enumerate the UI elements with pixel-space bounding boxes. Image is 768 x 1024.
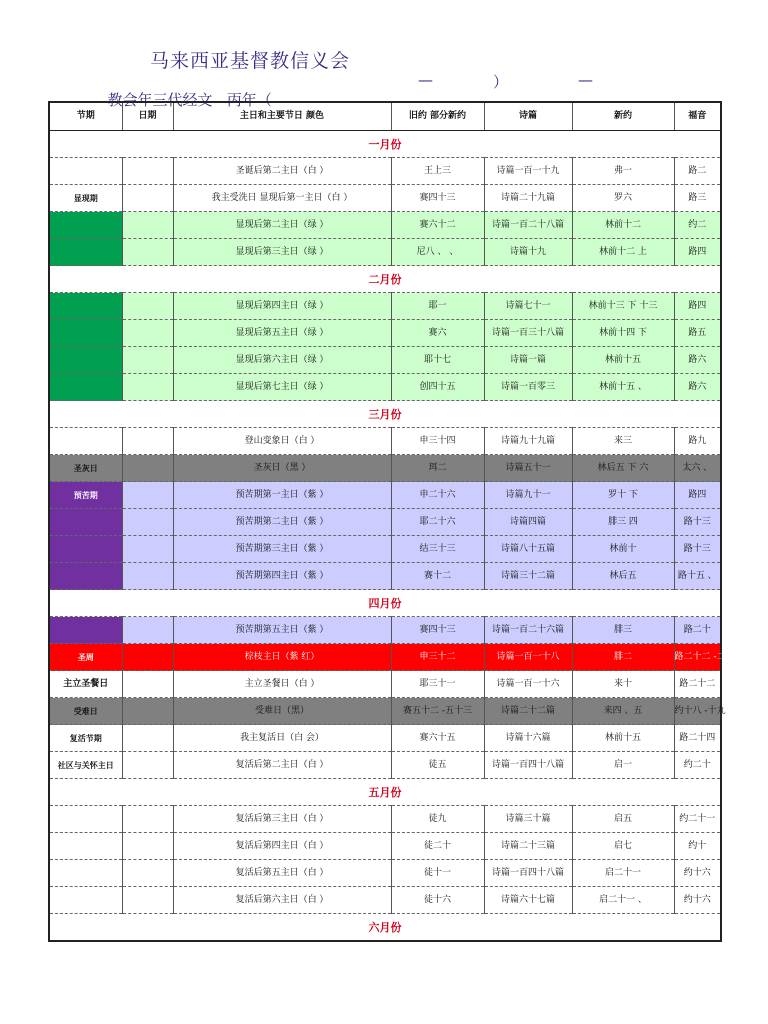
table-row bbox=[49, 806, 721, 833]
new-testament-cell: 启二十一 、 bbox=[572, 887, 674, 914]
old-testament-cell: 结三十三 bbox=[391, 536, 484, 563]
sunday-cell: 圣诞后第二主日（白 ） bbox=[173, 158, 391, 185]
old-testament-cell: 创四十五 bbox=[391, 374, 484, 401]
gospel-cell: 路四 bbox=[674, 482, 721, 509]
gospel-cell: 路五 bbox=[674, 320, 721, 347]
festival-cell bbox=[49, 887, 122, 914]
new-testament-cell: 来十 bbox=[572, 671, 674, 698]
table-row bbox=[49, 563, 721, 590]
festival-cell: 圣周 bbox=[49, 644, 122, 671]
new-testament-cell: 林前十 bbox=[572, 536, 674, 563]
table-row bbox=[49, 482, 721, 509]
date-cell bbox=[122, 482, 173, 509]
sunday-cell: 主立圣餐日（白 ） bbox=[173, 671, 391, 698]
new-testament-cell: 林前十五 、 bbox=[572, 374, 674, 401]
festival-cell bbox=[49, 509, 122, 536]
festival-cell bbox=[49, 833, 122, 860]
old-testament-cell: 耶十七 bbox=[391, 347, 484, 374]
date-cell bbox=[122, 887, 173, 914]
new-testament-cell: 启七 bbox=[572, 833, 674, 860]
festival-cell bbox=[49, 428, 122, 455]
table-row bbox=[49, 320, 721, 347]
gospel-cell: 路四 bbox=[674, 293, 721, 320]
sunday-cell: 登山变象日（白 ） bbox=[173, 428, 391, 455]
old-testament-cell: 徒五 bbox=[391, 752, 484, 779]
sunday-cell: 我主受洗日 显现后第一主日（白 ） bbox=[173, 185, 391, 212]
sunday-cell: 棕枝主日（紫 红） bbox=[173, 644, 391, 671]
festival-cell: 显现期 bbox=[49, 185, 122, 212]
festival-cell bbox=[49, 347, 122, 374]
subtitle-dash-2: — bbox=[578, 71, 593, 89]
table-row bbox=[49, 644, 721, 671]
gospel-cell: 路十三 bbox=[674, 509, 721, 536]
gospel-cell: 路二十二 bbox=[674, 671, 721, 698]
date-cell bbox=[122, 833, 173, 860]
psalm-cell: 诗篇一篇 bbox=[484, 347, 572, 374]
sunday-cell: 预苦期第一主日（紫 ） bbox=[173, 482, 391, 509]
new-testament-cell: 林前十二 bbox=[572, 212, 674, 239]
sunday-cell: 复活后第五主日（白 ） bbox=[173, 860, 391, 887]
psalm-cell: 诗篇一百一十九 bbox=[484, 158, 572, 185]
old-testament-cell: 王上三 bbox=[391, 158, 484, 185]
psalm-cell: 诗篇九十九篇 bbox=[484, 428, 572, 455]
gospel-cell: 路二十四 bbox=[674, 725, 721, 752]
table-header-row bbox=[49, 102, 721, 131]
lectionary-table bbox=[48, 101, 744, 942]
sunday-cell: 显现后第三主日（绿 ） bbox=[173, 239, 391, 266]
sunday-cell: 显现后第六主日（绿 ） bbox=[173, 347, 391, 374]
sunday-cell: 显现后第七主日（绿 ） bbox=[173, 374, 391, 401]
new-testament-cell: 林后五 bbox=[572, 563, 674, 590]
table-row bbox=[49, 536, 721, 563]
old-testament-cell: 赛六 bbox=[391, 320, 484, 347]
gospel-cell: 路二十二 -二十三 bbox=[674, 644, 721, 671]
month-header-row bbox=[49, 266, 721, 293]
gospel-cell: 约十八 -十九 bbox=[674, 698, 721, 725]
gospel-cell: 约十 bbox=[674, 833, 721, 860]
date-cell bbox=[122, 185, 173, 212]
psalm-cell: 诗篇二十二篇 bbox=[484, 698, 572, 725]
new-testament-cell: 罗六 bbox=[572, 185, 674, 212]
gospel-cell: 约十六 bbox=[674, 860, 721, 887]
new-testament-cell: 腓三 bbox=[572, 617, 674, 644]
date-cell bbox=[122, 509, 173, 536]
psalm-cell: 诗篇一百二十六篇 bbox=[484, 617, 572, 644]
psalm-cell: 诗篇一百二十八篇 bbox=[484, 212, 572, 239]
date-cell bbox=[122, 725, 173, 752]
sunday-cell: 我主复活日（白 会） bbox=[173, 725, 391, 752]
document-title: 马来西亚基督教信义会 bbox=[150, 50, 351, 72]
old-testament-cell: 徒九 bbox=[391, 806, 484, 833]
old-testament-cell: 申二十六 bbox=[391, 482, 484, 509]
table-row bbox=[49, 185, 721, 212]
psalm-cell: 诗篇七十一 bbox=[484, 293, 572, 320]
gospel-cell: 太六 、 bbox=[674, 455, 721, 482]
header-gospel: 福音 bbox=[674, 102, 721, 131]
table-row bbox=[49, 428, 721, 455]
old-testament-cell: 赛十二 bbox=[391, 563, 484, 590]
festival-cell bbox=[49, 536, 122, 563]
sunday-cell: 受难日（黑） bbox=[173, 698, 391, 725]
gospel-cell: 约二十 bbox=[674, 752, 721, 779]
month-label: 五月份 bbox=[49, 779, 721, 806]
table-row bbox=[49, 239, 721, 266]
month-label: 二月份 bbox=[49, 266, 721, 293]
psalm-cell: 诗篇三十篇 bbox=[484, 806, 572, 833]
new-testament-cell: 腓三 四 bbox=[572, 509, 674, 536]
date-cell bbox=[122, 860, 173, 887]
table-row bbox=[49, 212, 721, 239]
month-header-row bbox=[49, 779, 721, 806]
date-cell bbox=[122, 752, 173, 779]
subtitle-text: 教会年三代经文 丙年（ bbox=[107, 91, 272, 109]
sunday-cell: 复活后第三主日（白 ） bbox=[173, 806, 391, 833]
old-testament-cell: 徒十一 bbox=[391, 860, 484, 887]
date-cell bbox=[122, 644, 173, 671]
header-new-testament: 新约 bbox=[572, 102, 674, 131]
gospel-cell: 路九 bbox=[674, 428, 721, 455]
gospel-cell: 路四 bbox=[674, 239, 721, 266]
festival-cell bbox=[49, 212, 122, 239]
festival-cell: 复活节期 bbox=[49, 725, 122, 752]
old-testament-cell: 赛六十二 bbox=[391, 212, 484, 239]
gospel-cell: 约十六 bbox=[674, 887, 721, 914]
gospel-cell: 路三 bbox=[674, 185, 721, 212]
old-testament-cell: 赛四十三 bbox=[391, 617, 484, 644]
month-header-row bbox=[49, 401, 721, 428]
sunday-cell: 显现后第二主日（绿 ） bbox=[173, 212, 391, 239]
gospel-cell: 路二 bbox=[674, 158, 721, 185]
psalm-cell: 诗篇十九 bbox=[484, 239, 572, 266]
new-testament-cell: 林后五 下 六 bbox=[572, 455, 674, 482]
festival-cell bbox=[49, 617, 122, 644]
old-testament-cell: 耶一 bbox=[391, 293, 484, 320]
table-row bbox=[49, 293, 721, 320]
festival-cell bbox=[49, 374, 122, 401]
table-row bbox=[49, 725, 721, 752]
gospel-cell: 路六 bbox=[674, 374, 721, 401]
festival-cell: 受难日 bbox=[49, 698, 122, 725]
psalm-cell: 诗篇一百四十八篇 bbox=[484, 752, 572, 779]
festival-cell bbox=[49, 563, 122, 590]
old-testament-cell: 尼八 、 、 bbox=[391, 239, 484, 266]
new-testament-cell: 罗十 下 bbox=[572, 482, 674, 509]
date-cell bbox=[122, 671, 173, 698]
header-date: 日期 bbox=[122, 102, 173, 131]
header-festival: 节期 bbox=[49, 102, 122, 131]
date-cell bbox=[122, 374, 173, 401]
table-row bbox=[49, 347, 721, 374]
new-testament-cell: 腓二 bbox=[572, 644, 674, 671]
old-testament-cell: 耶三十一 bbox=[391, 671, 484, 698]
table-row bbox=[49, 509, 721, 536]
new-testament-cell: 林前十二 上 bbox=[572, 239, 674, 266]
new-testament-cell: 林前十三 下 十三 bbox=[572, 293, 674, 320]
month-label: 三月份 bbox=[49, 401, 721, 428]
psalm-cell: 诗篇三十二篇 bbox=[484, 563, 572, 590]
festival-cell bbox=[49, 158, 122, 185]
sunday-cell: 显现后第四主日（绿 ） bbox=[173, 293, 391, 320]
festival-cell: 主立圣餐日 bbox=[49, 671, 122, 698]
sunday-cell: 预苦期第二主日（紫 ） bbox=[173, 509, 391, 536]
old-testament-cell: 赛四十三 bbox=[391, 185, 484, 212]
month-label: 六月份 bbox=[49, 914, 721, 942]
old-testament-cell: 赛五十二 -五十三 bbox=[391, 698, 484, 725]
psalm-cell: 诗篇二十九篇 bbox=[484, 185, 572, 212]
old-testament-cell: 徒十六 bbox=[391, 887, 484, 914]
psalm-cell: 诗篇一百零三 bbox=[484, 374, 572, 401]
new-testament-cell: 启五 bbox=[572, 806, 674, 833]
festival-cell bbox=[49, 806, 122, 833]
sunday-cell: 复活后第四主日（白 ） bbox=[173, 833, 391, 860]
table-row bbox=[49, 158, 721, 185]
table-row bbox=[49, 860, 721, 887]
psalm-cell: 诗篇二十三篇 bbox=[484, 833, 572, 860]
new-testament-cell: 启二十一 bbox=[572, 860, 674, 887]
psalm-cell: 诗篇十六篇 bbox=[484, 725, 572, 752]
table-row bbox=[49, 887, 721, 914]
month-header-row bbox=[49, 590, 721, 617]
gospel-cell: 约二 bbox=[674, 212, 721, 239]
table-row bbox=[49, 671, 721, 698]
sunday-cell: 显现后第五主日（绿 ） bbox=[173, 320, 391, 347]
date-cell bbox=[122, 158, 173, 185]
psalm-cell: 诗篇九十一 bbox=[484, 482, 572, 509]
festival-cell: 预苦期 bbox=[49, 482, 122, 509]
header-old-testament: 旧约 部分新约 bbox=[391, 102, 484, 131]
psalm-cell: 诗篇四篇 bbox=[484, 509, 572, 536]
date-cell bbox=[122, 536, 173, 563]
month-header-row bbox=[49, 914, 721, 942]
date-cell bbox=[122, 617, 173, 644]
date-cell bbox=[122, 320, 173, 347]
festival-cell bbox=[49, 320, 122, 347]
festival-cell bbox=[49, 860, 122, 887]
new-testament-cell: 林前十五 bbox=[572, 725, 674, 752]
sunday-cell: 预苦期第四主日（紫 ） bbox=[173, 563, 391, 590]
sunday-cell: 复活后第二主日（白 ） bbox=[173, 752, 391, 779]
date-cell bbox=[122, 239, 173, 266]
festival-cell: 圣灰日 bbox=[49, 455, 122, 482]
old-testament-cell: 徒二十 bbox=[391, 833, 484, 860]
header-psalm: 诗篇 bbox=[484, 102, 572, 131]
date-cell bbox=[122, 428, 173, 455]
old-testament-cell: 申三十四 bbox=[391, 428, 484, 455]
date-cell bbox=[122, 806, 173, 833]
table-row bbox=[49, 833, 721, 860]
psalm-cell: 诗篇五十一 bbox=[484, 455, 572, 482]
festival-cell bbox=[49, 293, 122, 320]
date-cell bbox=[122, 293, 173, 320]
psalm-cell: 诗篇一百一十六 bbox=[484, 671, 572, 698]
lectionary-table-body bbox=[49, 102, 744, 941]
table-row bbox=[49, 698, 721, 725]
psalm-cell: 诗篇八十五篇 bbox=[484, 536, 572, 563]
date-cell bbox=[122, 212, 173, 239]
sunday-cell: 圣灰日（黑 ） bbox=[173, 455, 391, 482]
new-testament-cell: 弗一 bbox=[572, 158, 674, 185]
psalm-cell: 诗篇一百一十八 bbox=[484, 644, 572, 671]
table-row bbox=[49, 752, 721, 779]
sunday-cell: 预苦期第五主日（紫 ） bbox=[173, 617, 391, 644]
header-sunday: 主日和主要节日 颜色 bbox=[173, 102, 391, 131]
month-label: 四月份 bbox=[49, 590, 721, 617]
table-row bbox=[49, 617, 721, 644]
festival-cell: 社区与关怀主日 bbox=[49, 752, 122, 779]
old-testament-cell: 申三十二 bbox=[391, 644, 484, 671]
table-row bbox=[49, 455, 721, 482]
psalm-cell: 诗篇一百四十八篇 bbox=[484, 860, 572, 887]
old-testament-cell: 耶二十六 bbox=[391, 509, 484, 536]
gospel-cell: 路十三 bbox=[674, 536, 721, 563]
gospel-cell: 路十五 、 bbox=[674, 563, 721, 590]
gospel-cell: 约二十一 bbox=[674, 806, 721, 833]
date-cell bbox=[122, 347, 173, 374]
sunday-cell: 预苦期第三主日（紫 ） bbox=[173, 536, 391, 563]
new-testament-cell: 来三 bbox=[572, 428, 674, 455]
new-testament-cell: 林前十四 下 bbox=[572, 320, 674, 347]
subtitle-dash-1: — bbox=[418, 71, 433, 89]
gospel-cell: 路六 bbox=[674, 347, 721, 374]
date-cell bbox=[122, 455, 173, 482]
gospel-cell: 路二十 bbox=[674, 617, 721, 644]
sunday-cell: 复活后第六主日（白 ） bbox=[173, 887, 391, 914]
date-cell bbox=[122, 698, 173, 725]
new-testament-cell: 林前十五 bbox=[572, 347, 674, 374]
old-testament-cell: 赛六十五 bbox=[391, 725, 484, 752]
month-header-row bbox=[49, 131, 721, 158]
new-testament-cell: 来四 、五 bbox=[572, 698, 674, 725]
date-cell bbox=[122, 563, 173, 590]
table-row bbox=[49, 374, 721, 401]
month-label: 一月份 bbox=[49, 131, 721, 158]
festival-cell bbox=[49, 239, 122, 266]
psalm-cell: 诗篇六十七篇 bbox=[484, 887, 572, 914]
new-testament-cell: 启一 bbox=[572, 752, 674, 779]
psalm-cell: 诗篇一百三十八篇 bbox=[484, 320, 572, 347]
subtitle-close-paren: ） bbox=[493, 73, 509, 91]
old-testament-cell: 珥二 bbox=[391, 455, 484, 482]
